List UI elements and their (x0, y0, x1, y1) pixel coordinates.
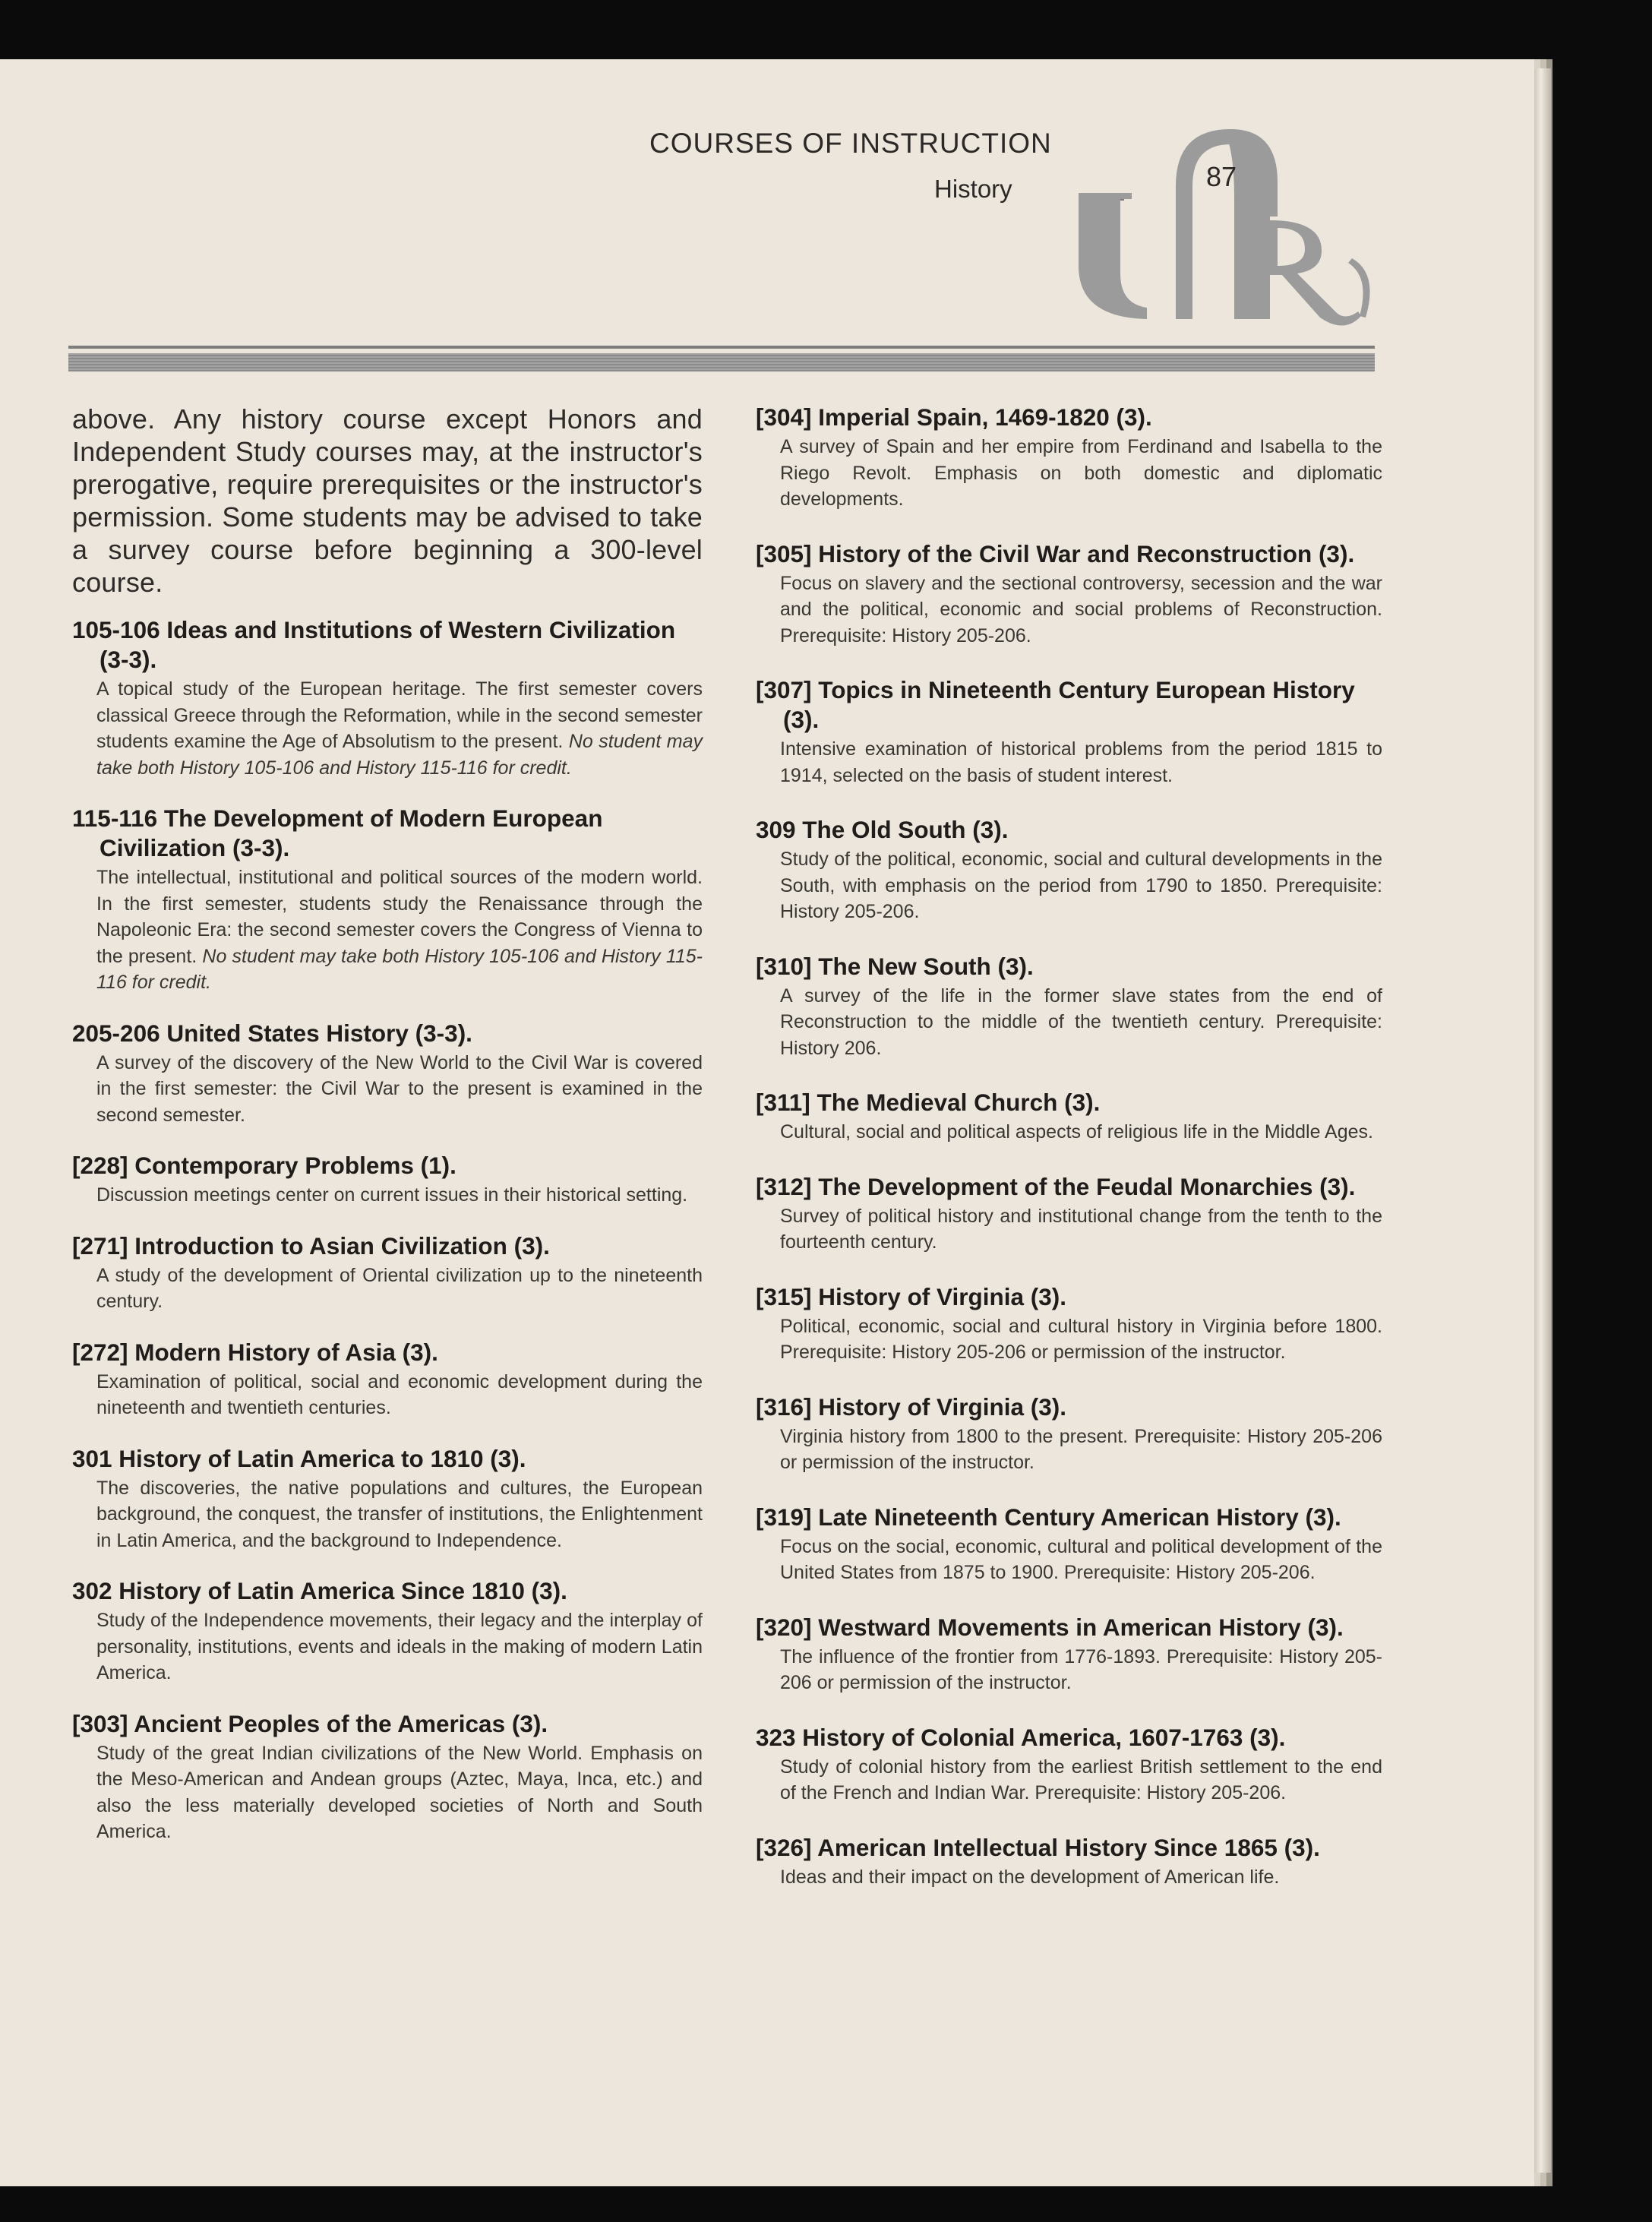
course-description: Examination of political, social and economic development during the nineteenth and twentieth centuries. (96, 1370, 703, 1418)
course-entry (756, 1282, 1382, 1366)
course-entry (756, 539, 1382, 650)
course-title: [272] Modern History of Asia (3). (72, 1338, 438, 1366)
course-description: Cultural, social and political aspects of religious life in the Middle Ages. (780, 1121, 1373, 1143)
course-entry (756, 1172, 1382, 1256)
course-entry (72, 804, 703, 996)
course-entry (72, 1709, 703, 1845)
course-description: Ideas and their impact on the development of American life. (780, 1866, 1280, 1888)
course-title: 309 The Old South (3). (756, 816, 1009, 843)
course-desc-text: A topical study of the European heritage. The first semester covers classical Greece through the Reformation, while in the second semester students examine the Age of Absolutism to the present. (96, 678, 703, 752)
course-entry (72, 1444, 703, 1554)
page-edge (1534, 68, 1551, 2173)
course-entry (756, 815, 1382, 925)
course-title: [303] Ancient Peoples of the Americas (3). (72, 1709, 548, 1737)
course-title: 301 History of Latin America to 1810 (3). (72, 1444, 526, 1472)
course-description: Study of the political, economic, social and cultural developments in the South, with emphasis on the period from 1790 to 1850. Prerequisite: History 205-206. (780, 849, 1382, 922)
course-entry (756, 1613, 1382, 1696)
course-title: [307] Topics in Nineteenth Century European History (3). (756, 676, 1355, 733)
course-title: [315] History of Virginia (3). (756, 1282, 1067, 1310)
course-title: [319] Late Nineteenth Century American History (3). (756, 1503, 1341, 1531)
course-entry (756, 1392, 1382, 1476)
course-entry (72, 1338, 703, 1421)
course-note: No student may take both History 105-106 and History 115-116 for credit. (96, 945, 703, 993)
rule-bar (68, 353, 1375, 371)
course-description: Discussion meetings center on current issues in their historical setting. (96, 1184, 688, 1206)
course-description (96, 676, 703, 781)
course-entry (756, 1723, 1382, 1806)
course-title: [228] Contemporary Problems (1). (72, 1152, 456, 1179)
course-entry (72, 615, 703, 781)
course-description: The influence of the frontier from 1776-1893. Prerequisite: History 205-206 or permission of the instructor. (780, 1645, 1382, 1693)
course-description: Study of the Independence movements, their legacy and the interplay of personality, institutions, events and ideals in the making of modern Latin America. (96, 1610, 703, 1683)
course-title: [316] History of Virginia (3). (756, 1392, 1067, 1421)
course-entry (756, 403, 1382, 513)
course-title: [305] History of the Civil War and Reconstruction (3). (756, 539, 1355, 567)
course-entry (756, 1833, 1382, 1891)
section-title: COURSES OF INSTRUCTION (649, 128, 1052, 159)
header-rule (68, 346, 1375, 375)
course-entry (72, 1151, 703, 1209)
course-title: 302 History of Latin America Since 1810 (3). (72, 1577, 567, 1604)
course-title: [304] Imperial Spain, 1469-1820 (3). (756, 403, 1152, 431)
course-title: 323 History of Colonial America, 1607-1763 (3). (756, 1723, 1286, 1751)
course-description: A survey of the life in the former slave states from the end of Reconstruction to the middle of the twentieth century. Prerequisite: History 206. (780, 985, 1382, 1059)
course-title: [310] The New South (3). (756, 952, 1034, 980)
page-number: 87 (1206, 161, 1237, 192)
ur-logo-icon (1079, 114, 1375, 327)
left-column (72, 403, 703, 1868)
course-description: Focus on slavery and the sectional controversy, secession and the war and the political, economic and social problems of Reconstruction. Prerequisite: History 205-206. (780, 572, 1382, 646)
course-entry (72, 1019, 703, 1129)
course-description: Focus on the social, economic, cultural and political development of the United States from 1875 to 1900. Prerequisite: History 205-206. (780, 1535, 1382, 1583)
course-title: [312] The Development of the Feudal Monarchies (3). (756, 1172, 1356, 1200)
course-description: A study of the development of Oriental civilization up to the nineteenth century. (96, 1264, 703, 1312)
course-desc-text: The intellectual, institutional and political sources of the modern world. In the first semester, students study the Renaissance through the Napoleonic Era: the second semester covers the Congress of Vienna to the present. (96, 867, 703, 967)
course-description (96, 864, 703, 996)
course-entry (72, 1576, 703, 1686)
course-description: Survey of political history and institutional change from the tenth to the fourteenth century. (780, 1205, 1382, 1253)
course-title: 105-106 Ideas and Institutions of Western Civilization (3-3). (72, 616, 676, 673)
course-description: The discoveries, the native populations and cultures, the European background, the conquest, the transfer of institutions, the Enlightenment in Latin America, and the background to Independence. (96, 1477, 703, 1551)
course-title: 115-116 The Development of Modern European Civilization (3-3). (72, 804, 603, 861)
course-entry (756, 952, 1382, 1062)
course-entry (756, 675, 1382, 789)
course-description: A survey of Spain and her empire from Ferdinand and Isabella to the Riego Revolt. Emphasis on both domestic and diplomatic developments. (780, 436, 1382, 510)
course-description: A survey of the discovery of the New World to the Civil War is covered in the first semester: the Civil War to the present is examined in the second semester. (96, 1051, 703, 1126)
course-title: [271] Introduction to Asian Civilization (3). (72, 1231, 550, 1260)
course-description: Political, economic, social and cultural history in Virginia before 1800. Prerequisite: History 205-206 or permission of the instructor. (780, 1315, 1382, 1363)
section-subject: History (934, 175, 1012, 203)
intro-paragraph: above. Any history course except Honors and Independent Study courses may, at the instructor's prerogative, require prerequisites or the instructor's permission. Some students may be advised to take a survey course before beginning a 300-level course. (72, 403, 703, 598)
course-note: No student may take both History 105-106 and History 115-116 for credit. (96, 731, 703, 779)
course-entry (756, 1088, 1382, 1146)
course-description: Study of colonial history from the earliest British settlement to the end of the French and Indian War. Prerequisite: History 205-206. (780, 1756, 1382, 1803)
course-title: [326] American Intellectual History Since 1865 (3). (756, 1833, 1320, 1861)
course-description: Virginia history from 1800 to the present. Prerequisite: History 205-206 or permission of the instructor. (780, 1425, 1382, 1473)
course-title: 205-206 United States History (3-3). (72, 1019, 472, 1047)
course-title: [320] Westward Movements in American History (3). (756, 1613, 1344, 1641)
course-entry (756, 1503, 1382, 1586)
course-description: Study of the great Indian civilizations of the New World. Emphasis on the Meso-American and Andean groups (Aztec, Maya, Inca, etc.) and also the less materially developed societies of North and South America. (96, 1742, 703, 1842)
course-entry (72, 1231, 703, 1315)
course-description: Intensive examination of historical problems from the period 1815 to 1914, selected on the basis of student interest. (780, 738, 1382, 786)
rule-line (68, 346, 1375, 349)
right-column (756, 403, 1382, 1917)
course-title: [311] The Medieval Church (3). (756, 1089, 1101, 1116)
